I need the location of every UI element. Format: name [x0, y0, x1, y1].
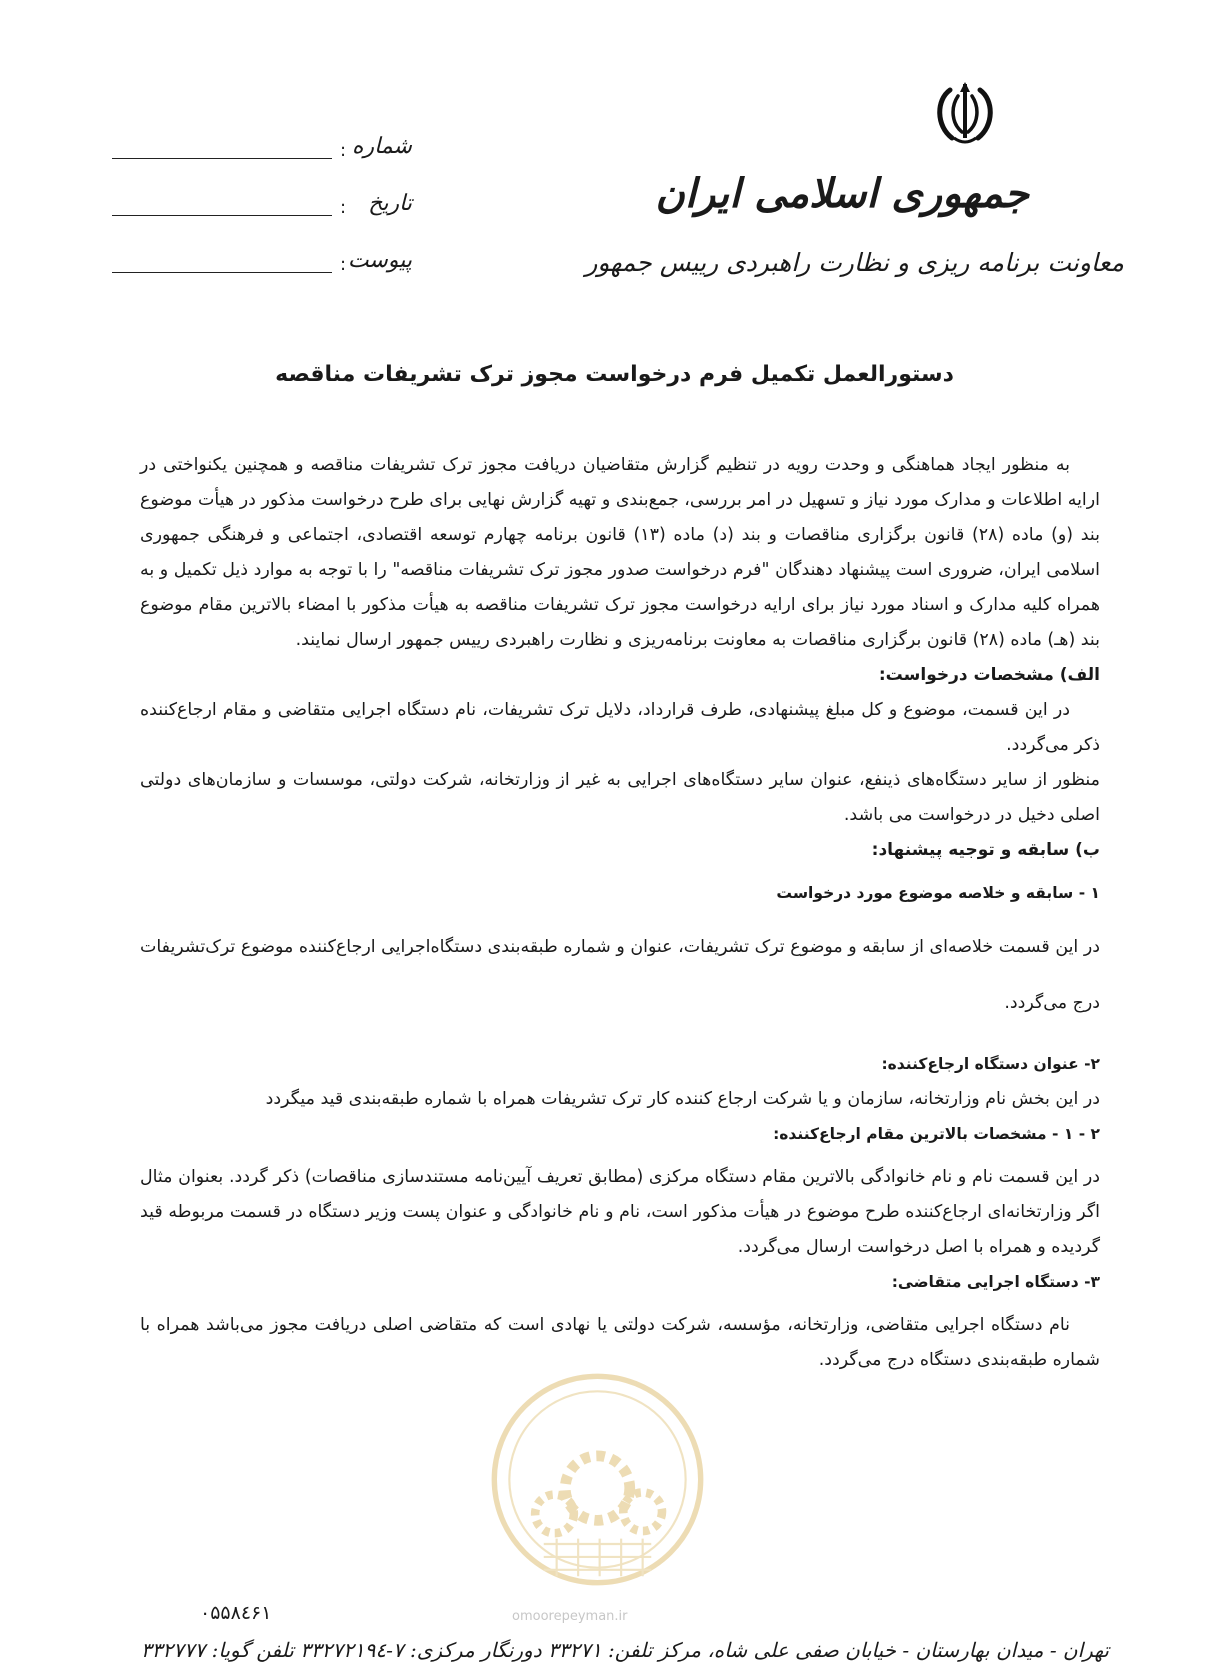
- item-3-title: ۳- دستگاه اجرایی متقاضی:: [891, 1273, 1100, 1291]
- document-title: دستورالعمل تکمیل فرم درخواست مجوز ترک تشریفات مناقصه: [275, 362, 954, 387]
- org-title: جمهوری اسلامی ایران: [655, 170, 1029, 217]
- org-subtitle: معاونت برنامه ریزی و نظارت راهبردی رییس جمهور: [585, 248, 1124, 277]
- section-a-paragraph-1: در این قسمت، موضوع و کل مبلغ پیشنهادی، طرف قرارداد، دلایل ترک تشریفات، نام دستگاه اجرایی متقاضی و مقام ارجاع‌کننده ذکر می‌گردد.: [140, 700, 1100, 755]
- date-field: [112, 191, 412, 225]
- footer-document-code: ۰۵۵۸٤۶۱: [200, 1602, 272, 1624]
- item-2-1-text: در این قسمت نام و نام خانوادگی بالاترین مقام دستگاه مرکزی (مطابق تعریف آیین‌نامه مستندسازی مناقصات) ذکر گردد. بعنوان مثال اگر وزارتخانه‌ای ارجاع‌کننده طرح موضوع در هیأت مذکور است، نام و نام خانوادگی و عنوان پست وزیر دستگاه در قسمت مربوطه قید گردیده و همراه با اصل درخواست ارسال می‌گردد.: [140, 1167, 1100, 1257]
- section-a-heading: الف) مشخصات درخواست:: [878, 665, 1100, 685]
- footer-address: تهران - میدان بهارستان - خیابان صفی علی شاه، مرکز تلفن: ۳۳۲۷۱ دورنگار مرکزی: ۷-۳۳۲۷۲۱۹٤ تلفن گویا: ۳۳۲۷۷۷: [140, 1638, 1109, 1662]
- section-b-heading: ب) سابقه و توجیه پیشنهاد:: [871, 840, 1100, 860]
- date-field-line: [112, 215, 332, 216]
- intro-paragraph: به منظور ایجاد هماهنگی و وحدت رویه در تنظیم گزارش متقاضیان دریافت مجوز ترک تشریفات مناقصه و همچنین یکنواختی در ارایه اطلاعات و مدارک مورد نیاز و تسهیل در امر بررسی، جمع‌بندی و تهیه گزارش نهایی برای طرح درخواست مذکور در هیأت موضوع بند (و) ماده (۲۸) قانون برگزاری مناقصات و بند (د) ماده (۱۳) قانون برنامه چهارم توسعه اقتصادی، اجتماعی و فرهنگی جمهوری اسلامی ایران، ضروری است پیشنهاد دهندگان "فرم درخواست صدور مجوز ترک تشریفات مناقصه" را با توجه به موارد ذیل تکمیل و به همراه کلیه مدارک و اسناد مورد نیاز برای ارایه درخواست مجوز ترک تشریفات مناقصه به هیأت مذکور با امضاء بالاترین مقام موضوع بند (هـ) ماده (۲۸) قانون برگزاری مناقصات به معاونت برنامه‌ریزی و نظارت راهبردی رییس جمهور ارسال نمایند.: [140, 455, 1100, 650]
- item-2-1-title: ۲ - ۱ - مشخصات بالاترین مقام ارجاع‌کننده:: [773, 1125, 1100, 1143]
- item-1-title: ۱ - سابقه و خلاصه موضوع مورد درخواست: [776, 884, 1100, 902]
- attachment-field-label: پیوست: [347, 248, 412, 273]
- item-2-text: در این بخش نام وزارتخانه، سازمان و یا شرکت ارجاع کننده کار ترک تشریفات همراه با شماره طبقه‌بندی قید میگردد: [265, 1089, 1100, 1109]
- field-colon: :: [340, 140, 347, 161]
- document-body: [140, 448, 1100, 1378]
- field-colon: :: [340, 254, 347, 275]
- item-2-title: ۲- عنوان دستگاه ارجاع‌کننده:: [881, 1055, 1100, 1073]
- number-field-label: شماره: [351, 134, 412, 159]
- number-field-line: [112, 158, 332, 159]
- field-colon: :: [340, 197, 347, 218]
- date-field-label: تاریخ: [368, 191, 412, 216]
- item-3-text: نام دستگاه اجرایی متقاضی، وزارتخانه، مؤسسه، شرکت دولتی یا نهادی است که متقاضی اصلی دریافت مجوز می‌باشد همراه با شماره طبقه‌بندی دستگاه درج می‌گردد.: [140, 1315, 1100, 1370]
- item-1-text: در این قسمت خلاصه‌ای از سابقه و موضوع ترک تشریفات، عنوان و شماره طبقه‌بندی دستگاه‌اجرایی ارجاع‌کننده موضوع ترک‌تشریفات درج می‌گردد.: [140, 937, 1100, 1013]
- attachment-field: [112, 248, 412, 282]
- footer-watermark-url: omoorepeyman.ir: [512, 1609, 628, 1624]
- number-field: [112, 134, 412, 168]
- watermark-seal-icon: [490, 1372, 705, 1587]
- attachment-field-line: [112, 272, 332, 273]
- section-a-paragraph-2: منظور از سایر دستگاه‌های ذینفع، عنوان سایر دستگاه‌های اجرایی به غیر از وزارتخانه، شرکت دولتی، موسسات و سازمان‌های دولتی اصلی دخیل در درخواست می باشد.: [140, 770, 1100, 825]
- iran-emblem-icon: [930, 78, 1000, 148]
